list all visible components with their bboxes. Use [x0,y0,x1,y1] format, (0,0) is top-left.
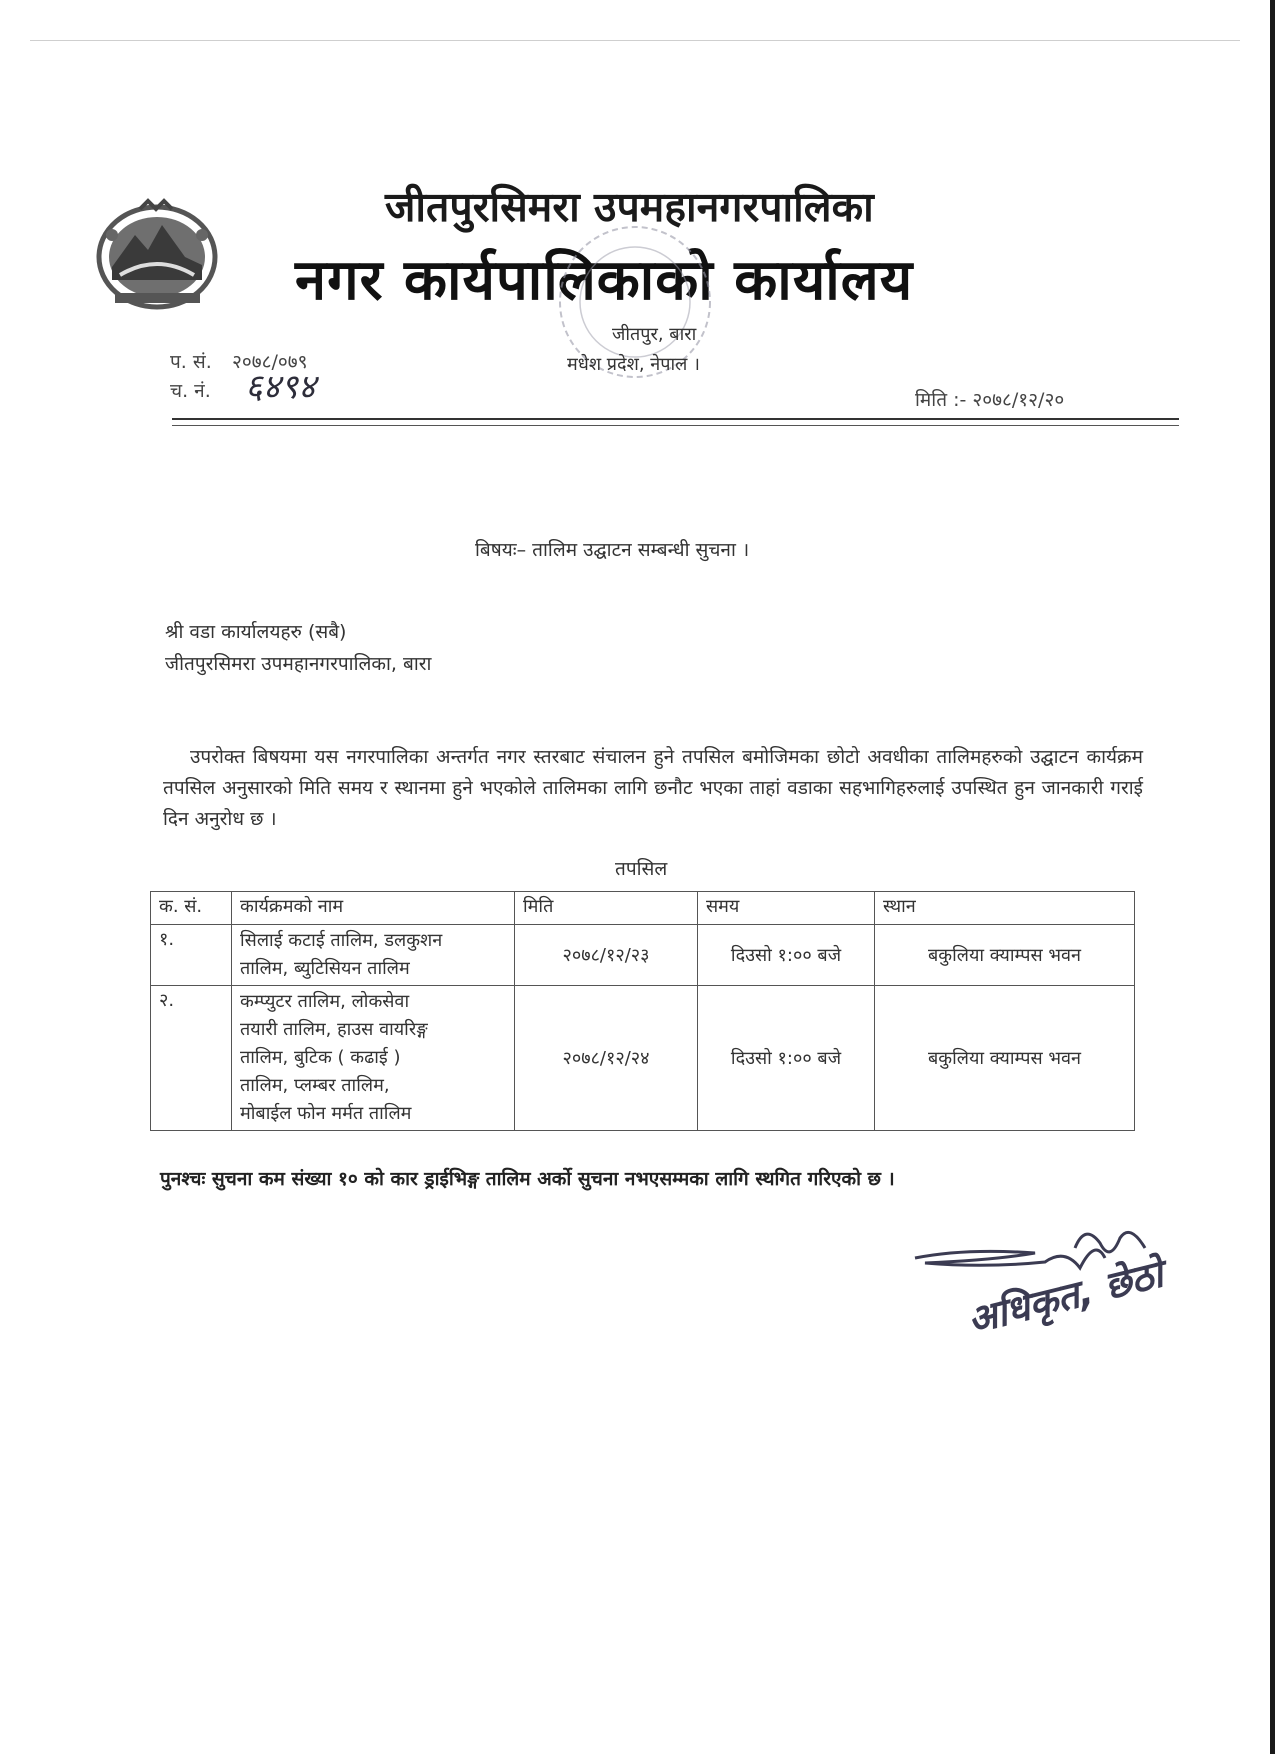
table-caption: तपसिल [615,858,668,880]
table-row [151,925,1135,986]
recipient-line-2: जीतपुरसिमरा उपमहानगरपालिका, बारा [165,653,432,675]
cell-program [232,925,515,986]
table-row [151,986,1135,1131]
cell-sn: १. [151,925,232,986]
cell-time: दिउसो १:०० बजे [698,925,875,986]
column-header-venue: स्थान [875,892,1135,925]
program-line: तालिम, ब्युटिसियन तालिम [240,958,410,979]
scan-edge-top [30,40,1240,41]
address-line-2: मधेश प्रदेश, नेपाल । [567,354,700,375]
cell-venue: बकुलिया क्याम्पस भवन [875,925,1135,986]
header-divider-thin [172,425,1179,426]
column-header-sn: क. सं. [151,892,232,925]
program-line: तयारी तालिम, हाउस वायरिङ्ग [240,1019,428,1040]
recipient-line-1: श्री वडा कार्यालयहरु (सबै) [165,621,347,643]
body-paragraph: उपरोक्त बिषयमा यस नगरपालिका अन्तर्गत नगर स्तरबाट संचालन हुने तपसिल बमोजिमका छोटो अवधीका तालिमहरुको उद्घाटन कार्यक्रम तपसिल अनुसारको मिति समय र स्थानमा हुने भएकोले तालिमका लागि छनौट भएका ताहां वडाका सहभागिहरुलाई उपस्थित हुन जानकारी गराई दिन अनुरोध छ । [163,746,1143,830]
program-line: सिलाई कटाई तालिम, डलकुशन [240,930,443,951]
dispatch-number-handwritten: ६४९४ [245,367,316,407]
letter-number-label: प. सं. [170,351,212,373]
program-line: तालिम, प्लम्बर तालिम, [240,1075,390,1096]
office-name: नगर कार्यपालिकाको कार्यालय [295,248,914,313]
column-header-date: मिति [515,892,698,925]
program-line: कम्प्युटर तालिम, लोकसेवा [240,991,410,1012]
dispatch-number [170,377,232,403]
nepal-emblem-icon [90,195,225,315]
program-line: तालिम, बुटिक ( कढाई ) [240,1047,401,1068]
cell-time: दिउसो १:०० बजे [698,986,875,1131]
letter-date: मिति :- २०७८/१२/२० [915,389,1065,411]
postscript-note: पुनश्चः सुचना कम संख्या १० को कार ड्राईभिङ्ग तालिम अर्को सुचना नभएसम्मका लागि स्थगित गरिएको छ । [160,1168,895,1190]
subject-line: बिषयः– तालिम उद्घाटन सम्बन्धी सुचना । [475,539,750,561]
dispatch-number-label: च. नं. [170,380,211,402]
officer-designation: अधिकृत, छेठो [963,1251,1168,1343]
scan-edge-right [1270,0,1275,1754]
table-header-row [151,892,1135,925]
program-line: मोबाईल फोन मर्मत तालिम [240,1103,412,1124]
cell-program [232,986,515,1131]
cell-sn: २. [151,986,232,1131]
cell-venue: बकुलिया क्याम्पस भवन [875,986,1135,1131]
cell-date: २०७८/१२/२३ [515,925,698,986]
schedule-table [150,891,1135,1131]
letter-number-value: २०७८/०७९ [232,351,308,373]
address-line-1: जीतपुर, बारा [612,324,697,345]
cell-date: २०७८/१२/२४ [515,986,698,1131]
column-header-program: कार्यक्रमको नाम [232,892,515,925]
header-divider [172,418,1179,420]
column-header-time: समय [698,892,875,925]
municipality-name: जीतपुरसिमरा उपमहानगरपालिका [385,183,874,231]
